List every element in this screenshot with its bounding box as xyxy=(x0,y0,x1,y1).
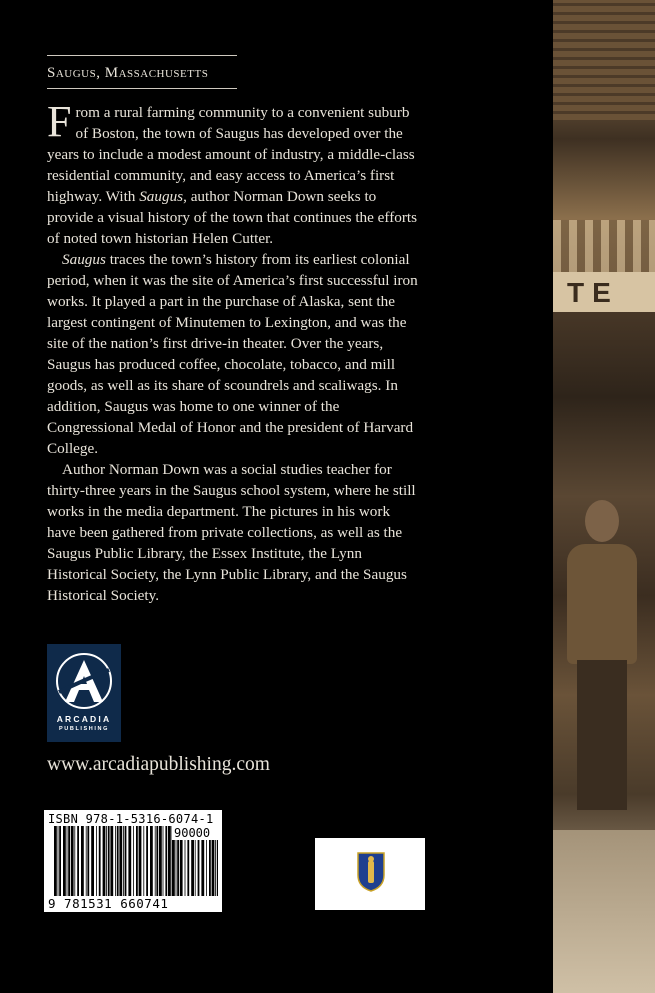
paragraph-1: From a rural farming community to a convenient suburb of Boston, the town of Saugus has developed over the years to include a modest amount of industry, a middle-class residential community, and easy access to America’s first highway. With Saugus, author Norman Down seeks to provide a visual history of the town that continues the efforts of noted town historian Helen Cutter. xyxy=(47,97,418,247)
series-rule-bottom xyxy=(47,88,237,89)
ean-digits: 9 781531 660741 xyxy=(48,896,169,911)
cover-photo xyxy=(553,0,655,993)
arcadia-a-icon xyxy=(55,652,113,710)
standing-man-figure xyxy=(561,500,643,820)
arcadia-logo xyxy=(47,644,121,742)
drop-cap: F xyxy=(47,97,72,146)
store-sign: TE xyxy=(553,272,655,312)
store-awning xyxy=(553,220,655,280)
isbn-barcode xyxy=(44,810,222,912)
series-rule-top xyxy=(47,55,237,56)
back-cover-copy xyxy=(47,97,419,606)
isbn-text: ISBN 978-1-5316-6074-1 xyxy=(48,812,214,826)
paragraph-2: Saugus traces the town’s history from its earliest colonial period, when it was the site of America’s first successful iron works. It played a part in the purchase of Alaska, sent the largest contingent of Minutemen to Lexington, and was the site of the nation’s first drive-in theater. Over the years, Saugus has produced coffee, chocolate, tobacco, and mill goods, as well as its share of scoundrels and scaliwags. In addition, Saugus was home to one winner of the Congressional Medal of Honor and the president of Harvard College. xyxy=(47,251,418,457)
building-facade xyxy=(553,0,655,120)
price-code: 90000 xyxy=(174,826,211,840)
publisher-url[interactable]: www.arcadiapublishing.com xyxy=(47,754,270,775)
barcode-bars xyxy=(54,826,172,896)
street xyxy=(553,830,655,993)
logo-subtitle: PUBLISHING xyxy=(59,726,109,732)
barcode-addon-bars xyxy=(172,840,218,896)
series-title: Saugus, Massachusetts xyxy=(47,65,209,81)
state-seal-badge xyxy=(315,838,425,910)
logo-wordmark: ARCADIA xyxy=(56,714,112,724)
massachusetts-seal-icon xyxy=(356,851,386,893)
paragraph-3: Author Norman Down was a social studies teacher for thirty-three years in the Saugus school system, where he still works in the media department. The pictures in his work have been gathered from private collections, as well as the Saugus Public Library, the Essex Institute, the Lynn Historical Society, the Lynn Public Library, and the Saugus Historical Society. xyxy=(47,461,416,604)
